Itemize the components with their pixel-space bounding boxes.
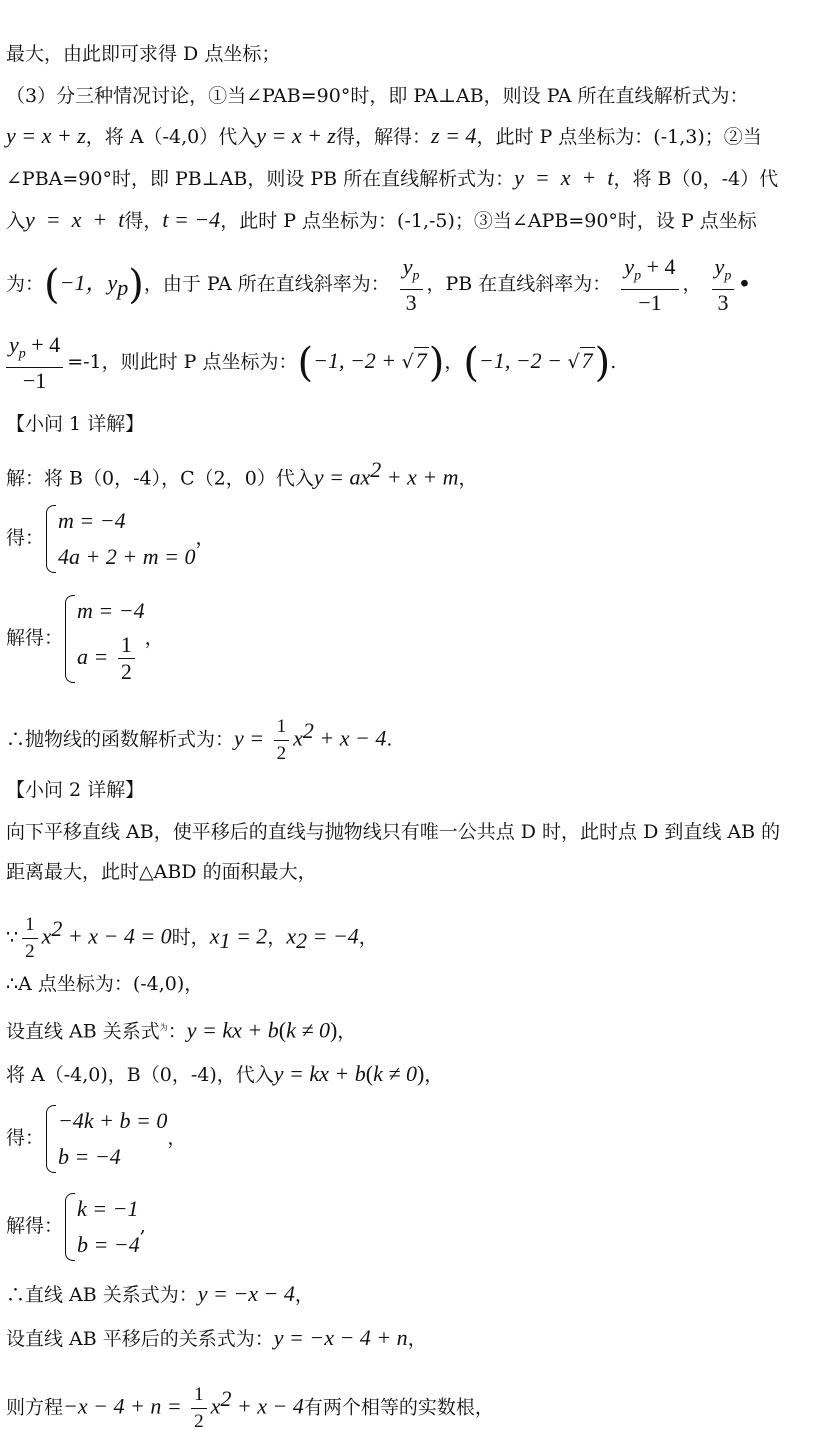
text-line: ∵ $\frac{1}{2}$ $x^2 + x - 4 = 0$时，$x_1 = 2$，$x_2 = -4$， bbox=[6, 900, 834, 970]
brace-system bbox=[63, 1191, 140, 1263]
paren: ) bbox=[428, 340, 445, 387]
fraction bbox=[6, 332, 63, 394]
equation: y = bbox=[234, 725, 270, 751]
numerator: 1 bbox=[274, 714, 290, 741]
equation: m = −4 bbox=[77, 597, 145, 623]
equation: y = x + t bbox=[25, 207, 125, 232]
paren: ( bbox=[297, 340, 314, 387]
equation: + x − 4 = 0 bbox=[62, 923, 172, 949]
equation: t = −4 bbox=[162, 207, 221, 232]
equation: y = −x − 4 bbox=[197, 1281, 295, 1306]
equation: y = ax bbox=[313, 464, 371, 490]
equation: = 2 bbox=[230, 923, 268, 949]
section-header bbox=[6, 410, 834, 438]
equation: x bbox=[210, 1393, 221, 1419]
superscript: 2 bbox=[220, 1386, 232, 1411]
equation: + x + m bbox=[381, 464, 459, 490]
fraction bbox=[191, 1382, 207, 1435]
text-line bbox=[6, 40, 834, 68]
numerator-rest: + 4 bbox=[25, 332, 61, 357]
text: ∴A 点坐标为：(-4,0)， bbox=[6, 973, 204, 995]
section-header bbox=[6, 776, 834, 804]
equation: b = −4 bbox=[77, 1232, 140, 1257]
superscript: 2 bbox=[302, 718, 314, 743]
text: ， bbox=[444, 351, 464, 374]
denominator: 3 bbox=[405, 290, 417, 316]
numerator: y bbox=[402, 254, 413, 279]
equation: y = x + z bbox=[256, 123, 336, 148]
equation-system: 得： −4k + b = 0 b = −4 ， bbox=[6, 1100, 834, 1176]
equation: x bbox=[209, 923, 220, 949]
numerator: y bbox=[9, 332, 19, 357]
paren: ) bbox=[594, 340, 611, 387]
denominator: 3 bbox=[717, 290, 729, 316]
text-line bbox=[6, 1370, 834, 1436]
text: ，由于 PA 所在直线斜率为： bbox=[143, 273, 390, 296]
text: 解得： bbox=[6, 1215, 64, 1237]
subscript: p bbox=[724, 268, 732, 284]
text: 入 bbox=[6, 210, 26, 232]
text: （3）分三种情况讨论，①当∠PAB=90°时，即 PA⊥AB，则设 PA 所在直线解析式为： bbox=[6, 85, 749, 107]
subscript: p bbox=[634, 268, 642, 284]
equation: −x − 4 + n = bbox=[63, 1393, 188, 1419]
equation: = −4 bbox=[307, 923, 359, 949]
numerator-rest: + 4 bbox=[641, 254, 676, 279]
text-line: 设直线 AB 平移后的关系式为：y = −x − 4 + n， bbox=[6, 1325, 427, 1350]
numerator: 1 bbox=[191, 1382, 207, 1409]
equation: −1，y bbox=[59, 270, 118, 296]
equation: + x − 4 bbox=[313, 725, 387, 751]
subscript: 1 bbox=[219, 928, 231, 954]
text: 设直线 AB 平移后的关系式为： bbox=[6, 1328, 274, 1350]
text: ， bbox=[144, 627, 164, 649]
text: 则方程 bbox=[6, 1396, 64, 1419]
text: 设直线 AB 关系式 bbox=[6, 1020, 160, 1043]
sqrt-radicand: 7 bbox=[581, 348, 593, 374]
equation: −1, −2 + bbox=[313, 348, 402, 374]
superscript: 2 bbox=[51, 916, 63, 941]
subscript: p bbox=[117, 275, 129, 300]
text: 有两个相等的实数根， bbox=[303, 1396, 494, 1419]
fraction bbox=[712, 254, 735, 316]
numerator: y bbox=[624, 254, 635, 279]
text-line bbox=[6, 164, 834, 193]
text: ，此时 P 点坐标为：(-1,3)；②当 bbox=[476, 126, 762, 148]
text-line: ∴直线 AB 关系式为：y = −x − 4， bbox=[6, 1281, 314, 1306]
text: . bbox=[386, 728, 393, 751]
text: ， bbox=[682, 273, 702, 296]
brace-system bbox=[44, 503, 195, 575]
text: 得： bbox=[6, 527, 45, 549]
equation: y = x + t bbox=[514, 165, 614, 190]
text: 距离最大，此时△ABD 的面积最大， bbox=[6, 861, 317, 883]
text: ∠PBA=90°时，即 PB⊥AB，则设 PB 所在直线解析式为： bbox=[6, 168, 515, 190]
text: 得，解得： bbox=[336, 126, 432, 148]
brace-system bbox=[63, 593, 145, 685]
text: . bbox=[610, 351, 617, 374]
fraction bbox=[400, 254, 423, 316]
text: 得： bbox=[6, 1127, 45, 1149]
text-line bbox=[6, 818, 834, 846]
fraction bbox=[22, 912, 38, 965]
text: 为： bbox=[6, 273, 45, 296]
text: ， bbox=[458, 467, 478, 490]
text: 解得： bbox=[6, 627, 64, 649]
text-line: 将 A（-4,0)，B（0，-4)，代入y = kx + b(k ≠ 0)， bbox=[6, 1061, 444, 1086]
text: ，将 B（0，-4）代 bbox=[613, 168, 779, 190]
numerator: 1 bbox=[118, 632, 135, 659]
text: 得， bbox=[124, 210, 163, 232]
text-line bbox=[6, 456, 834, 492]
text-line bbox=[6, 122, 834, 151]
fraction bbox=[118, 632, 135, 685]
equation: −1, −2 − bbox=[478, 348, 568, 374]
text: ， bbox=[195, 527, 215, 549]
text: 将 A（-4,0)，B（0，-4)，代入 bbox=[6, 1064, 274, 1086]
denominator: −1 bbox=[638, 290, 662, 316]
text: ： bbox=[167, 1020, 187, 1043]
text: 向下平移直线 AB，使平移后的直线与抛物线只有唯一公共点 D 时，此时点 D 到直线 AB 的 bbox=[6, 821, 781, 843]
numerator: 1 bbox=[22, 912, 38, 939]
text: ∴直线 AB 关系式为： bbox=[6, 1284, 198, 1306]
equation: k = −1 bbox=[77, 1196, 139, 1221]
tiny-text: 为 bbox=[159, 1023, 168, 1032]
brace-system bbox=[44, 1103, 167, 1175]
dot: • bbox=[738, 273, 751, 296]
equation: k ≠ 0 bbox=[373, 1061, 417, 1086]
equation: z = 4 bbox=[431, 123, 477, 148]
text: ，PB 在直线斜率为： bbox=[426, 273, 612, 296]
subscript: p bbox=[412, 268, 420, 284]
text: 最大，由此即可求得 D 点坐标； bbox=[6, 43, 281, 65]
text-line: $\frac{y_p + 4}{-1}$ =-1，则此时 P 点坐标为：(−1, −2 + √7)，(−1, −2 − √7). bbox=[6, 332, 834, 394]
equation-system bbox=[6, 500, 834, 576]
equation: −4k + b = 0 bbox=[58, 1108, 168, 1133]
text-line bbox=[6, 970, 834, 998]
denominator: 2 bbox=[276, 742, 287, 764]
text: ∴抛物线的函数解析式为： bbox=[6, 728, 235, 751]
paren: ( bbox=[44, 262, 60, 309]
fraction bbox=[621, 254, 678, 316]
text: ，将 A（-4,0）代入 bbox=[85, 126, 257, 148]
fraction bbox=[274, 714, 290, 767]
equation: x bbox=[41, 923, 52, 949]
denominator: −1 bbox=[22, 368, 47, 394]
denominator: 2 bbox=[120, 659, 132, 685]
text-line bbox=[6, 702, 834, 768]
denominator: 2 bbox=[25, 940, 35, 962]
text-line: 设直线 AB 关系式$^为$：y = kx + b(k ≠ 0)， bbox=[6, 1017, 357, 1043]
text-line bbox=[6, 206, 834, 235]
subscript: p bbox=[18, 346, 26, 362]
equation: y = −x − 4 + n bbox=[273, 1325, 408, 1350]
subscript: 2 bbox=[296, 928, 308, 954]
equation-system bbox=[6, 590, 834, 686]
paren: ) bbox=[128, 262, 144, 309]
superscript: 2 bbox=[370, 457, 382, 482]
header-text: 【小问 2 详解】 bbox=[6, 779, 145, 801]
equation: a = bbox=[77, 643, 114, 669]
sqrt-radicand: 7 bbox=[415, 348, 427, 374]
numerator: y bbox=[714, 254, 725, 279]
equation: x bbox=[293, 725, 303, 751]
text-line bbox=[6, 254, 834, 317]
equation: k ≠ 0 bbox=[286, 1017, 330, 1043]
text: 解：将 B（0，-4），C（2，0）代入 bbox=[6, 467, 314, 490]
text-line bbox=[6, 82, 834, 110]
equation: m = −4 bbox=[58, 508, 126, 533]
equation: y = kx + b bbox=[186, 1017, 279, 1043]
text-line bbox=[6, 858, 834, 886]
text: 时， bbox=[171, 926, 210, 949]
equation: 4a + 2 + m = 0 bbox=[58, 544, 196, 569]
equation-system: 解得： k = −1 b = −4 , bbox=[6, 1188, 834, 1264]
text: ∵ bbox=[6, 926, 19, 949]
equation: b = −4 bbox=[58, 1144, 121, 1169]
header-text: 【小问 1 详解】 bbox=[6, 413, 145, 435]
equation: y = x + z bbox=[6, 123, 86, 148]
equation: + x − 4 bbox=[231, 1393, 304, 1419]
text: =-1，则此时 P 点坐标为： bbox=[67, 351, 298, 374]
denominator: 2 bbox=[194, 1410, 204, 1432]
equation: y = kx + b bbox=[273, 1061, 366, 1086]
paren: ( bbox=[463, 340, 479, 387]
text: ，此时 P 点坐标为：(-1,-5)；③当∠APB=90°时，设 P 点坐标 bbox=[220, 210, 757, 232]
equation: x bbox=[286, 923, 297, 949]
